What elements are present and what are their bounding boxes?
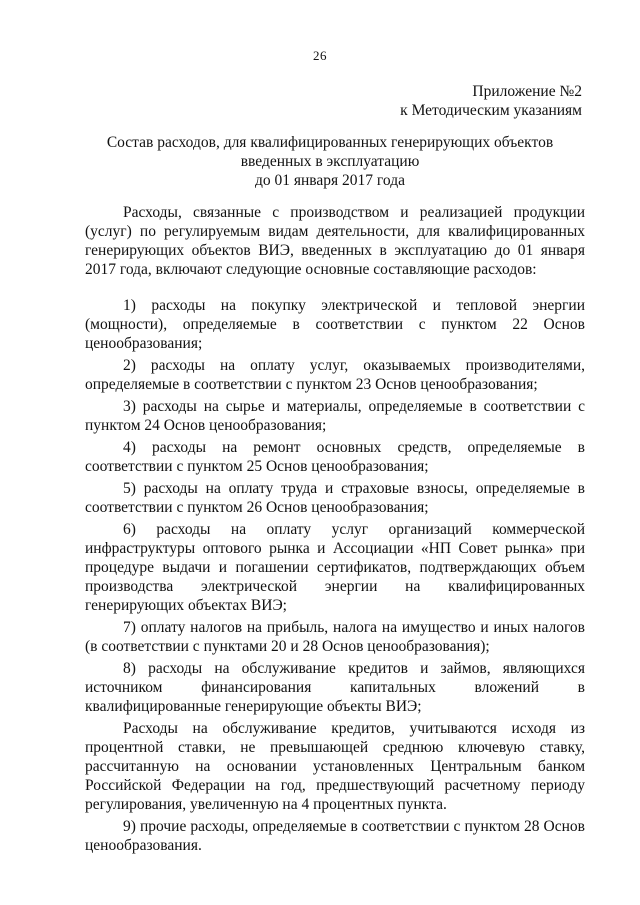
list-item: 5) расходы на оплату труда и страховые взносы, определяемые в соответствии с пунктом 26 Основ ценообразования; <box>85 480 585 516</box>
appendix-line-2: к Методическим указаниям <box>400 102 582 119</box>
list-item: 6) расходы на оплату услуг организаций коммерческой инфраструктуры оптового рынка и Ассоциации «НП Совет рынка» при процедуре выдачи и погашении сертификатов, подтверждающих объем производства электрической энергии на квалифицированных генерирующих объектах ВИЭ; <box>85 521 585 614</box>
list-item: 1) расходы на покупку электрической и тепловой энергии (мощности), определяемые в соответствии с пунктом 22 Основ ценообразования; <box>85 297 585 352</box>
intro-paragraph: Расходы, связанные с производством и реализацией продукции (услуг) по регулируемым видам деятельности, для квалифицированных генерирующих объектов ВИЭ, введенных в эксплуатацию до 01 января 2017 года, включают следующие основные составляющие расходов: <box>85 204 585 278</box>
list-item: 4) расходы на ремонт основных средств, определяемые в соответствии с пунктом 25 Основ ценообразования; <box>85 439 585 475</box>
document-body <box>85 203 585 855</box>
appendix-line-1: Приложение №2 <box>472 83 582 100</box>
interest-note-paragraph: Расходы на обслуживание кредитов, учитываются исходя из процентной ставки, не превышающей среднюю ключевую ставку, рассчитанную на основании установленных Центральным банком Российской Федерации на год, предшествующий расчетному периоду регулирования, увеличенную на 4 процентных пункта. <box>85 720 585 813</box>
list-item: 8) расходы на обслуживание кредитов и займов, являющихся источником финансирования капитальных вложений в квалифицированные генерирующие объекты ВИЭ; <box>85 660 585 715</box>
document-title <box>70 133 590 190</box>
title-line-1: Состав расходов, для квалифицированных генерирующих объектов <box>106 134 554 151</box>
title-line-2: введенных в эксплуатацию <box>240 153 420 170</box>
page-number: 26 <box>313 48 327 63</box>
title-line-3: до 01 января 2017 года <box>255 172 405 189</box>
list-item: 9) прочие расходы, определяемые в соответствии с пунктом 28 Основ ценообразования. <box>85 818 585 854</box>
list-item: 3) расходы на сырье и материалы, определяемые в соответствии с пунктом 24 Основ ценообразования; <box>85 398 585 434</box>
list-item: 7) оплату налогов на прибыль, налога на имущество и иных налогов (в соответствии с пунктами 20 и 28 Основ ценообразования); <box>85 619 585 655</box>
appendix-heading <box>400 82 582 120</box>
list-item: 2) расходы на оплату услуг, оказываемых производителями, определяемые в соответствии с пунктом 23 Основ ценообразования; <box>85 357 585 393</box>
